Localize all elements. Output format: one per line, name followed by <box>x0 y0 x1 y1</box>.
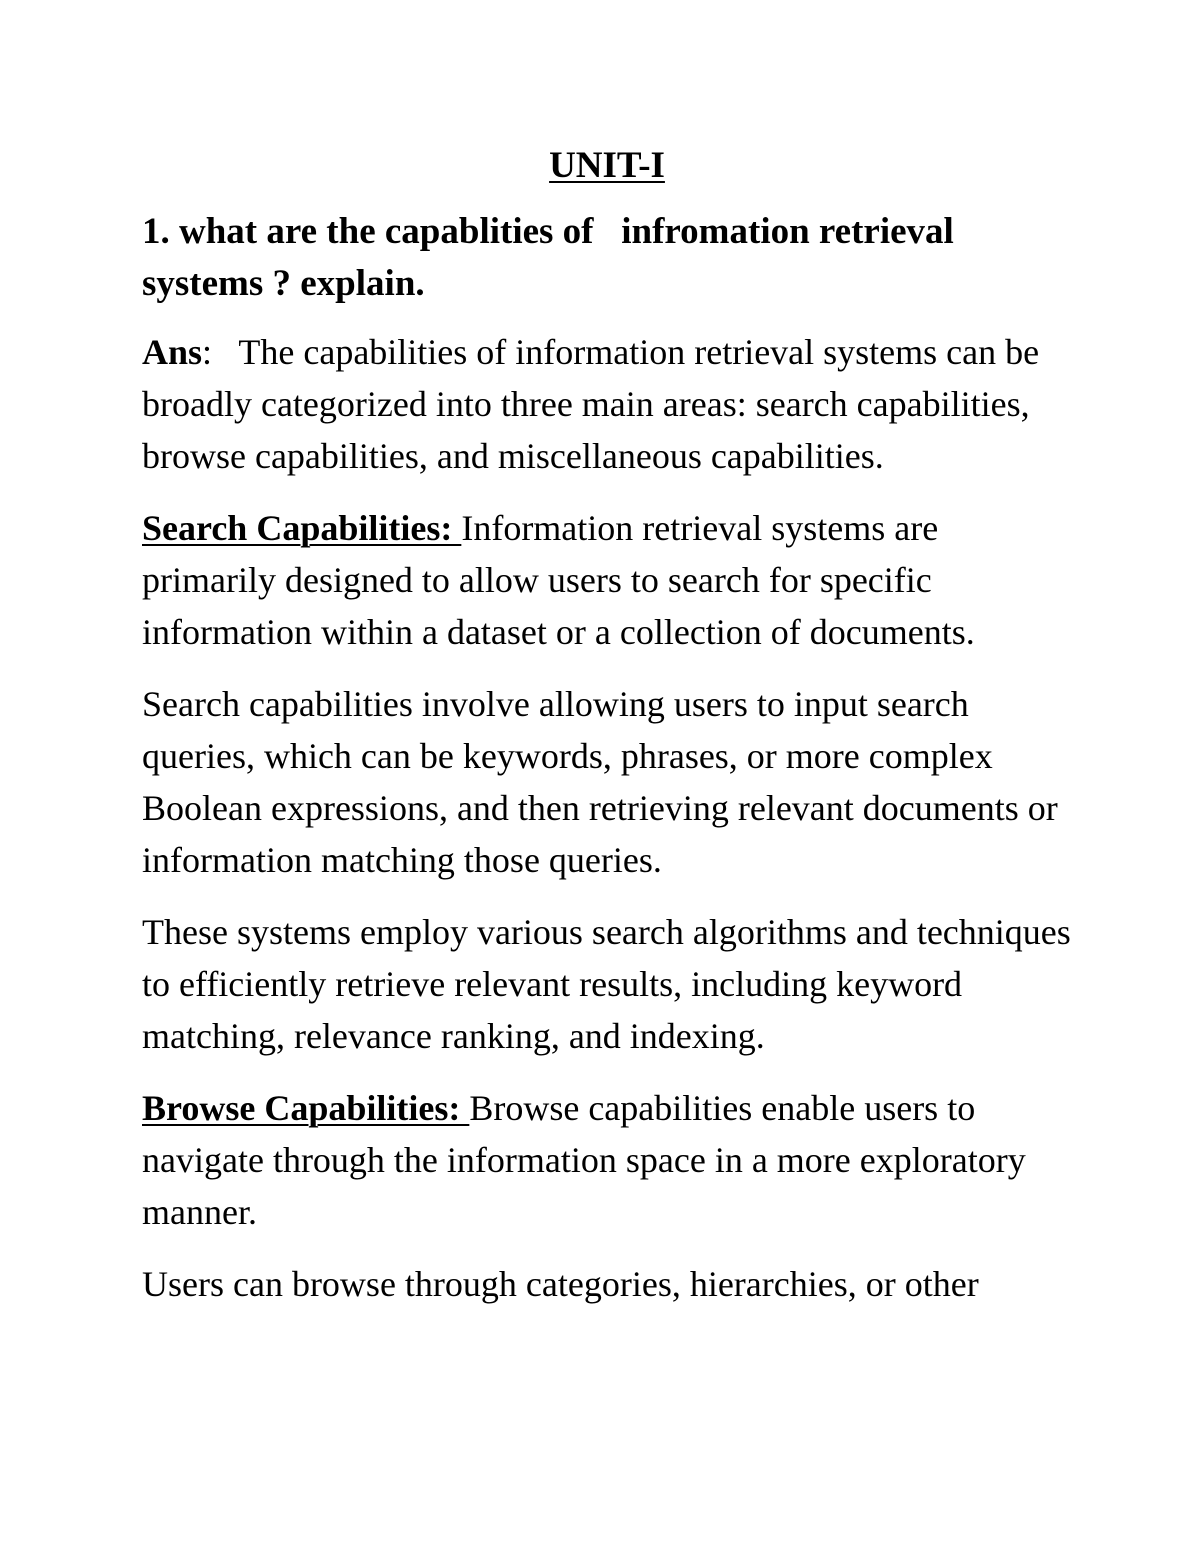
unit-title-text: UNIT-I <box>549 145 665 186</box>
search-capabilities-intro: Information retrieval systems are primarily designed to allow users to search for specific information within a dataset or a collection of documents. <box>142 508 975 652</box>
search-capabilities-paragraph <box>142 502 1072 658</box>
answer-text: The capabilities of information retrieval systems can be broadly categorized into three main areas: search capabilities, browse capabilities, and miscellaneous capabilities. <box>142 332 1040 476</box>
answer-paragraph <box>142 326 1072 482</box>
question-heading: 1. what are the capablities of infromation retrieval systems ? explain. <box>142 211 964 304</box>
browse-capabilities-heading: Browse Capabilities: <box>142 1088 470 1128</box>
search-capabilities-heading: Search Capabilities: <box>142 508 462 548</box>
answer-separator: : <box>202 332 239 372</box>
search-paragraph-1: Search capabilities involve allowing users to input search queries, which can be keywords, phrases, or more complex Boolean expressions, and then retrieving relevant documents or information matching those queries. <box>142 684 1058 880</box>
browse-paragraph-1: Users can browse through categories, hierarchies, or other <box>142 1264 979 1304</box>
document-page <box>142 140 1072 1330</box>
search-paragraph-2: These systems employ various search algorithms and techniques to efficiently retrieve relevant results, including keyword matching, relevance ranking, and indexing. <box>142 912 1071 1056</box>
unit-title <box>142 140 1072 192</box>
answer-label: Ans <box>142 332 203 372</box>
browse-capabilities-paragraph <box>142 1082 1072 1238</box>
browse-capabilities-intro: Browse capabilities enable users to navigate through the information space in a more exploratory manner. <box>142 1088 1026 1232</box>
